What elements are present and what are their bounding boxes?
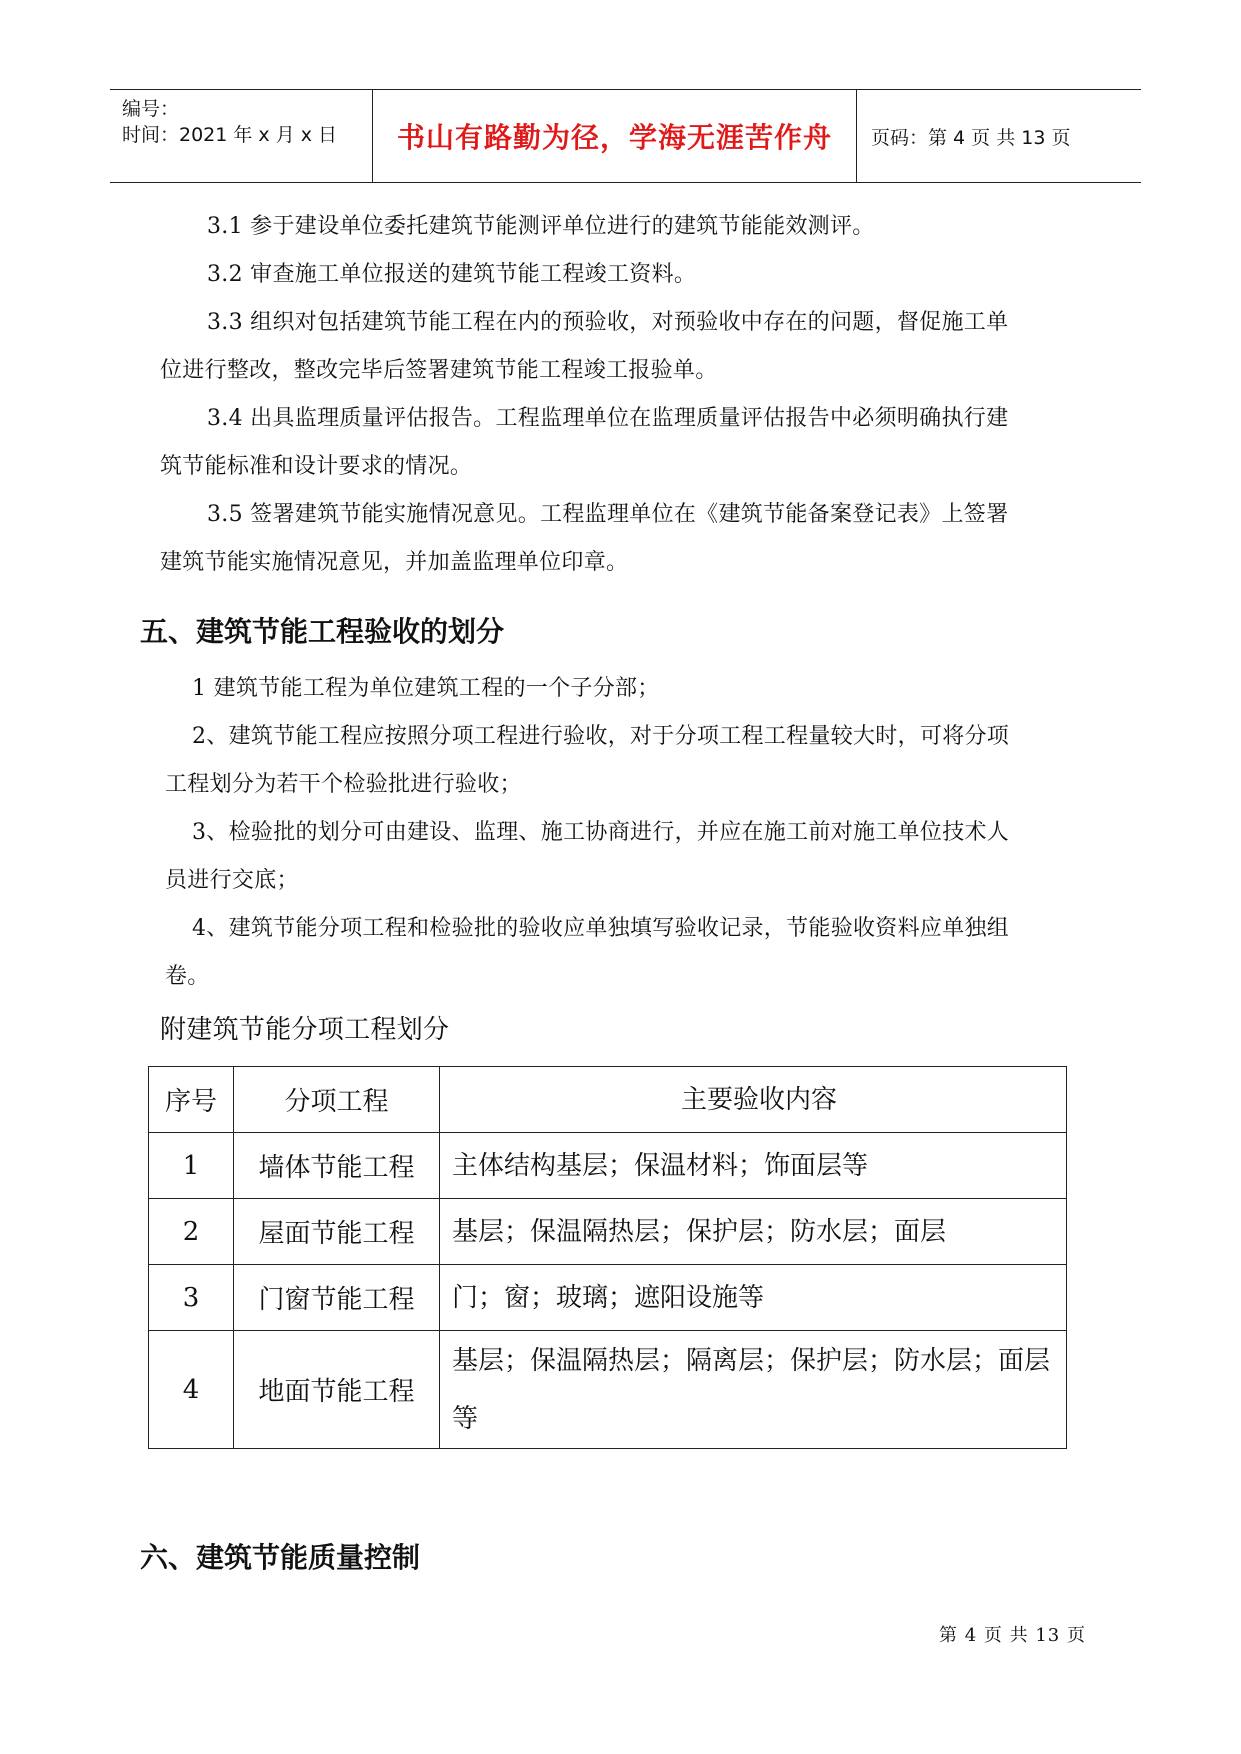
- paragraph-3-1: 3.1 参于建设单位委托建筑节能测评单位进行的建筑节能能效测评。: [207, 214, 875, 239]
- paragraph-3-2: 3.2 审查施工单位报送的建筑节能工程竣工资料。: [207, 262, 697, 287]
- page-footer: 第 4 页 共 13 页: [939, 1625, 1086, 1646]
- row-no: 3: [149, 1265, 234, 1331]
- item-3-line1: 3、检验批的划分可由建设、监理、施工协商进行，并应在施工前对施工单位技术人: [192, 820, 1010, 845]
- document-time-label: 时间：2021 年 x 月 x 日: [122, 124, 338, 146]
- header-motto: 书山有路勤为径，学海无涯苦作舟: [396, 121, 832, 154]
- header-page-cell: [857, 90, 1141, 182]
- paragraph-3-5-line2: 建筑节能实施情况意见，并加盖监理单位印章。: [160, 550, 629, 575]
- row-content: 基层；保温隔热层；隔离层；保护层；防水层；面层等: [440, 1331, 1067, 1449]
- table-row: [149, 1133, 1067, 1199]
- row-no: 1: [149, 1133, 234, 1199]
- item-1: 1 建筑节能工程为单位建筑工程的一个子分部；: [192, 676, 660, 701]
- row-content: 主体结构基层；保温材料；饰面层等: [440, 1133, 1067, 1199]
- header-content: 主要验收内容: [440, 1067, 1067, 1133]
- row-content: 门；窗；玻璃；遮阳设施等: [440, 1265, 1067, 1331]
- table-row: [149, 1199, 1067, 1265]
- item-4-line1: 4、建筑节能分项工程和检验批的验收应单独填写验收记录，节能验收资料应单独组: [192, 916, 1010, 941]
- paragraph-3-3-line1: 3.3 组织对包括建筑节能工程在内的预验收，对预验收中存在的问题，督促施工单: [207, 310, 1009, 335]
- document-code-label: 编号：: [122, 98, 180, 120]
- section-heading-5: 五、建筑节能工程验收的划分: [140, 615, 505, 648]
- row-no: 4: [149, 1331, 234, 1449]
- table-row: [149, 1265, 1067, 1331]
- header-no: 序号: [149, 1067, 234, 1133]
- header-left-cell: [110, 90, 373, 182]
- page-header: [110, 89, 1141, 183]
- section-heading-6: 六、建筑节能质量控制: [140, 1541, 421, 1574]
- item-2-line2: 工程划分为若干个检验批进行验收；: [165, 772, 522, 797]
- paragraph-3-3-line2: 位进行整改，整改完毕后签署建筑节能工程竣工报验单。: [160, 358, 718, 383]
- row-no: 2: [149, 1199, 234, 1265]
- table-row: [149, 1331, 1067, 1449]
- header-motto-cell: [373, 90, 857, 182]
- table-header-row: [149, 1067, 1067, 1133]
- row-item: 屋面节能工程: [234, 1199, 440, 1265]
- table-caption: 附建筑节能分项工程划分: [160, 1015, 450, 1045]
- subdivision-table: [148, 1066, 1067, 1449]
- row-item: 地面节能工程: [234, 1331, 440, 1449]
- header-item: 分项工程: [234, 1067, 440, 1133]
- paragraph-3-4-line2: 筑节能标准和设计要求的情况。: [160, 454, 473, 479]
- paragraph-3-5-line1: 3.5 签署建筑节能实施情况意见。工程监理单位在《建筑节能备案登记表》上签署: [207, 502, 1009, 527]
- paragraph-3-4-line1: 3.4 出具监理质量评估报告。工程监理单位在监理质量评估报告中必须明确执行建: [207, 406, 1009, 431]
- row-item: 门窗节能工程: [234, 1265, 440, 1331]
- row-item: 墙体节能工程: [234, 1133, 440, 1199]
- header-page-info: 页码：第 4 页 共 13 页: [871, 126, 1071, 149]
- item-4-line2: 卷。: [165, 964, 210, 989]
- row-content: 基层；保温隔热层；保护层；防水层；面层: [440, 1199, 1067, 1265]
- item-2-line1: 2、建筑节能工程应按照分项工程进行验收，对于分项工程工程量较大时，可将分项: [192, 724, 1010, 749]
- item-3-line2: 员进行交底；: [165, 868, 299, 893]
